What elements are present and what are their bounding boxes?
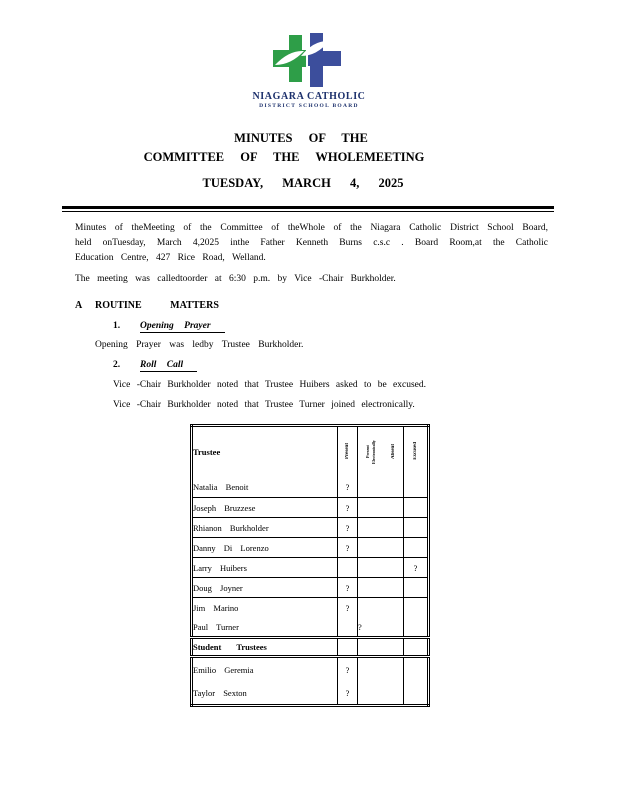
table-row bbox=[192, 538, 429, 558]
attendance-mark-cell: ? bbox=[338, 477, 358, 498]
trustee-column-header: Trustee bbox=[192, 426, 338, 478]
org-name: NIAGARA CATHOLIC bbox=[252, 91, 366, 102]
attendance-mark-cell: ? bbox=[338, 578, 358, 598]
trustee-name: Jim Marino bbox=[192, 598, 338, 618]
table-row bbox=[192, 657, 429, 682]
trustee-name: Doug Joyner bbox=[192, 578, 338, 598]
student-trustees-header: Student Trustees bbox=[192, 638, 338, 657]
excused-column-label: Excused bbox=[413, 442, 418, 460]
trustee-name: Natalia Benoit bbox=[192, 477, 338, 498]
item-1-opening-prayer-heading bbox=[113, 321, 618, 331]
item-2-number: 2. bbox=[113, 360, 121, 370]
present-electronically-column-label: Present Electronically bbox=[364, 440, 376, 464]
roll-call-note-huibers: Vice -Chair Burkholder noted that Trustee Huibers asked to be excused. bbox=[113, 380, 427, 390]
attendance-mark-cell bbox=[358, 518, 404, 538]
excused-column-header-cell bbox=[404, 426, 429, 478]
attendance-mark-cell: ? bbox=[404, 558, 429, 578]
attendance-mark-cell bbox=[404, 498, 429, 518]
student-trustees-header-row bbox=[192, 638, 429, 657]
board-logo bbox=[0, 0, 618, 109]
intro-paragraph bbox=[75, 221, 548, 266]
trustee-name: Joseph Bruzzese bbox=[192, 498, 338, 518]
table-row bbox=[192, 681, 429, 706]
present-column-label: Present bbox=[345, 442, 350, 459]
attendance-mark-cell bbox=[338, 617, 358, 638]
attendance-mark-cell: ? bbox=[338, 498, 358, 518]
item-1-body: Opening Prayer was ledby Trustee Burkholder. bbox=[95, 340, 304, 350]
trustee-name: Emilio Geremia bbox=[192, 657, 338, 682]
attendance-mark-cell bbox=[358, 498, 404, 518]
table-row bbox=[192, 578, 429, 598]
table-row bbox=[192, 518, 429, 538]
attendance-mark-cell: ? bbox=[358, 617, 404, 638]
table-row bbox=[192, 498, 429, 518]
section-a-title: ROUTINE MATTERS bbox=[95, 300, 219, 311]
roll-call-attendance-table bbox=[190, 424, 430, 707]
roll-call-note-turner: Vice -Chair Burkholder noted that Trustee Turner joined electronically. bbox=[113, 400, 415, 410]
item-1-title: Opening Prayer bbox=[140, 321, 225, 333]
attendance-mark-cell bbox=[358, 657, 404, 682]
item-2-title: Roll Call bbox=[140, 360, 197, 372]
attendance-mark-cell bbox=[404, 538, 429, 558]
attendance-mark-cell bbox=[404, 617, 429, 638]
present-column-header-cell bbox=[338, 426, 358, 478]
attendance-mark-cell: ? bbox=[338, 538, 358, 558]
trustee-name: Taylor Sexton bbox=[192, 681, 338, 706]
intro-line-2: held onTuesday, March 4,2025 inthe Father Kenneth Burns c.s.c . Board Room,at the Catholic bbox=[75, 238, 548, 248]
present-electronically-absent-header-cell bbox=[358, 426, 404, 478]
attendance-mark-cell bbox=[404, 598, 429, 618]
attendance-mark-cell bbox=[358, 598, 404, 618]
attendance-mark-cell bbox=[404, 578, 429, 598]
trustee-name: Rhianon Burkholder bbox=[192, 518, 338, 538]
attendance-mark-cell: ? bbox=[338, 518, 358, 538]
table-row bbox=[192, 617, 429, 638]
intro-line-1: Minutes of theMeeting of the Committee of theWhole of the Niagara Catholic District School Board, bbox=[75, 223, 548, 233]
trustee-name: Larry Huibers bbox=[192, 558, 338, 578]
attendance-mark-cell bbox=[358, 477, 404, 498]
attendance-mark-cell bbox=[404, 518, 429, 538]
attendance-mark-cell bbox=[338, 558, 358, 578]
attendance-mark-cell bbox=[404, 657, 429, 682]
attendance-mark-cell bbox=[358, 578, 404, 598]
table-row bbox=[192, 598, 429, 618]
double-horizontal-rule bbox=[62, 206, 554, 212]
item-1-number: 1. bbox=[113, 321, 121, 331]
section-a-heading bbox=[75, 300, 618, 311]
org-subtitle: DISTRICT SCHOOL BOARD bbox=[259, 103, 359, 109]
table-header-row bbox=[192, 426, 429, 478]
title-line-2: COMMITTEE OF THE WHOLEMEETING bbox=[143, 150, 425, 164]
table-row bbox=[192, 477, 429, 498]
intro-line-3: Education Centre, 427 Rice Road, Welland. bbox=[75, 253, 266, 263]
attendance-mark-cell bbox=[358, 558, 404, 578]
attendance-mark-cell bbox=[358, 638, 404, 657]
attendance-mark-cell bbox=[338, 638, 358, 657]
document-title bbox=[0, 129, 618, 191]
attendance-mark-cell bbox=[404, 638, 429, 657]
attendance-mark-cell bbox=[358, 681, 404, 706]
item-2-roll-call-heading bbox=[113, 360, 618, 370]
trustee-name: Danny Di Lorenzo bbox=[192, 538, 338, 558]
attendance-mark-cell: ? bbox=[338, 681, 358, 706]
absent-column-label: Absent bbox=[390, 444, 396, 460]
trustee-name: Paul Turner bbox=[192, 617, 338, 638]
attendance-mark-cell bbox=[404, 681, 429, 706]
title-line-1: MINUTES OF THE bbox=[234, 131, 368, 145]
attendance-mark-cell bbox=[358, 538, 404, 558]
table-row bbox=[192, 558, 429, 578]
called-to-order-paragraph: The meeting was calledtoorder at 6:30 p.m. by Vice -Chair Burkholder. bbox=[75, 274, 396, 284]
attendance-mark-cell: ? bbox=[338, 657, 358, 682]
attendance-mark-cell: ? bbox=[338, 598, 358, 618]
cross-logo-icon bbox=[271, 32, 347, 90]
attendance-mark-cell bbox=[404, 477, 429, 498]
meeting-date: TUESDAY, MARCH 4, 2025 bbox=[202, 176, 404, 190]
section-a-label: A bbox=[75, 300, 83, 311]
